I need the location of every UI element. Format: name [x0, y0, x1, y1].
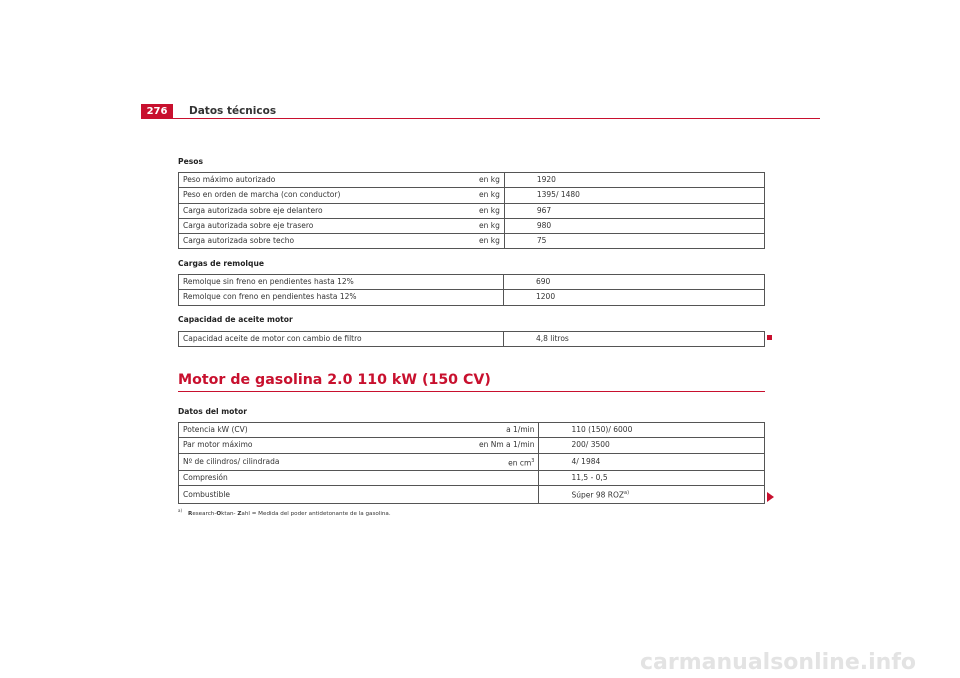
row-label — [179, 453, 476, 471]
table-row — [179, 332, 765, 347]
row-unit — [475, 438, 539, 453]
row-label — [179, 203, 476, 218]
table-row — [179, 234, 765, 249]
table-row — [179, 453, 765, 471]
row-label-text: Nº de cilindros/ cilindrada — [183, 456, 280, 466]
row-value-text: 1395/ 1480 — [536, 190, 580, 200]
section-title-aceite: Capacidad de aceite motor — [178, 315, 293, 324]
row-unit — [475, 203, 504, 218]
row-label-text: Carga autorizada sobre techo — [183, 236, 295, 246]
footnote-letter-r: R — [188, 510, 193, 517]
table-row — [179, 188, 765, 203]
row-unit — [475, 275, 504, 290]
row-label-text: Combustible — [183, 489, 231, 499]
motor-table — [178, 422, 765, 504]
unit-superscript: 3 — [531, 457, 535, 464]
row-value-text: 690 — [536, 277, 551, 287]
row-unit-text: en Nm a 1/min — [479, 440, 535, 450]
row-label — [179, 423, 476, 438]
row-value-text: 967 — [536, 205, 552, 215]
footnote-part-2: ktan- — [221, 510, 238, 517]
section-title-motor: Datos del motor — [178, 407, 247, 416]
row-value — [539, 486, 765, 504]
row-value — [539, 453, 765, 471]
row-label — [179, 486, 476, 504]
header-divider — [141, 118, 820, 119]
row-value-text: 75 — [536, 236, 547, 246]
row-value-text: 1920 — [536, 175, 556, 185]
footnote-letter-z: Z — [237, 510, 242, 517]
footnote-part-3: ahl = Medida del poder antidetonante de la gasolina. — [241, 510, 391, 517]
row-unit — [475, 188, 504, 203]
row-label — [179, 173, 476, 188]
row-unit — [475, 290, 504, 305]
row-value — [504, 332, 765, 347]
row-value — [504, 290, 765, 305]
row-label-text: Peso en orden de marcha (con conductor) — [183, 190, 341, 200]
page-number: 276 — [141, 104, 173, 119]
row-value-text: 4,8 litros — [536, 334, 569, 344]
section-end-mark — [767, 335, 772, 340]
footnote-letter-o: O — [216, 510, 222, 517]
row-label-text: Carga autorizada sobre eje trasero — [183, 221, 314, 231]
table-row — [179, 275, 765, 290]
continue-arrow-icon — [767, 492, 774, 502]
row-label-text: Remolque sin freno en pendientes hasta 12% — [183, 277, 354, 287]
motor-heading-rule — [178, 391, 765, 392]
row-label — [179, 332, 476, 347]
table-row — [179, 438, 765, 453]
page-header-title: Datos técnicos — [189, 105, 277, 117]
pesos-table — [178, 172, 765, 249]
row-unit-text: en kg — [479, 175, 500, 185]
row-unit — [475, 453, 539, 471]
footnote — [178, 508, 391, 517]
row-label — [179, 275, 476, 290]
table-row — [179, 203, 765, 218]
row-value — [504, 218, 764, 233]
row-unit-text: a 1/min — [506, 425, 535, 435]
row-label-text: Compresión — [183, 473, 228, 483]
row-value — [504, 173, 764, 188]
row-value-text: 1200 — [536, 292, 556, 302]
aceite-table — [178, 331, 765, 347]
row-label-text: Par motor máximo — [183, 440, 253, 450]
row-unit-text: en kg — [479, 205, 500, 215]
row-unit — [475, 173, 504, 188]
row-label — [179, 188, 476, 203]
row-value-text: Súper 98 ROZ — [571, 490, 625, 500]
row-label — [179, 290, 476, 305]
row-label — [179, 471, 476, 486]
row-value — [504, 234, 764, 249]
row-unit — [475, 234, 504, 249]
row-value-text: 200/ 3500 — [571, 440, 610, 450]
table-row — [179, 218, 765, 233]
motor-heading: Motor de gasolina 2.0 110 kW (150 CV) — [178, 372, 491, 388]
row-unit — [475, 332, 504, 347]
row-unit — [475, 218, 504, 233]
footnote-part-1: esearch- — [192, 510, 217, 517]
row-value — [539, 438, 765, 453]
row-unit-text: en cm — [508, 458, 532, 468]
watermark: carmanualsonline.info — [640, 650, 916, 675]
row-value-text: 11,5 - 0,5 — [571, 473, 608, 483]
row-value-text: 980 — [536, 221, 552, 231]
table-row — [179, 486, 765, 504]
row-label-text: Remolque con freno en pendientes hasta 12% — [183, 292, 357, 302]
row-value — [504, 188, 764, 203]
row-unit-text: en kg — [479, 236, 500, 246]
row-value — [539, 471, 765, 486]
table-row — [179, 173, 765, 188]
row-value — [504, 275, 765, 290]
row-value-text: 110 (150)/ 6000 — [571, 425, 633, 435]
fuel-footnote-mark: a) — [624, 490, 630, 497]
row-unit-text: en kg — [479, 221, 500, 231]
row-label — [179, 218, 476, 233]
remolque-table — [178, 274, 765, 306]
row-label — [179, 234, 476, 249]
row-unit — [475, 471, 539, 486]
table-row — [179, 471, 765, 486]
row-label-text: Peso máximo autorizado — [183, 175, 276, 185]
row-label-text: Potencia kW (CV) — [183, 425, 248, 435]
row-value — [539, 423, 765, 438]
footnote-mark: a) — [178, 508, 183, 513]
table-row — [179, 423, 765, 438]
row-unit — [475, 486, 539, 504]
section-title-pesos: Pesos — [178, 157, 203, 166]
row-unit — [475, 423, 539, 438]
row-value — [504, 203, 764, 218]
row-label-text: Carga autorizada sobre eje delantero — [183, 205, 323, 215]
row-label-text: Capacidad aceite de motor con cambio de filtro — [183, 334, 362, 344]
section-title-remolque: Cargas de remolque — [178, 259, 265, 268]
row-label — [179, 438, 476, 453]
table-row — [179, 290, 765, 305]
row-value-text: 4/ 1984 — [571, 456, 601, 466]
row-unit-text: en kg — [479, 190, 500, 200]
